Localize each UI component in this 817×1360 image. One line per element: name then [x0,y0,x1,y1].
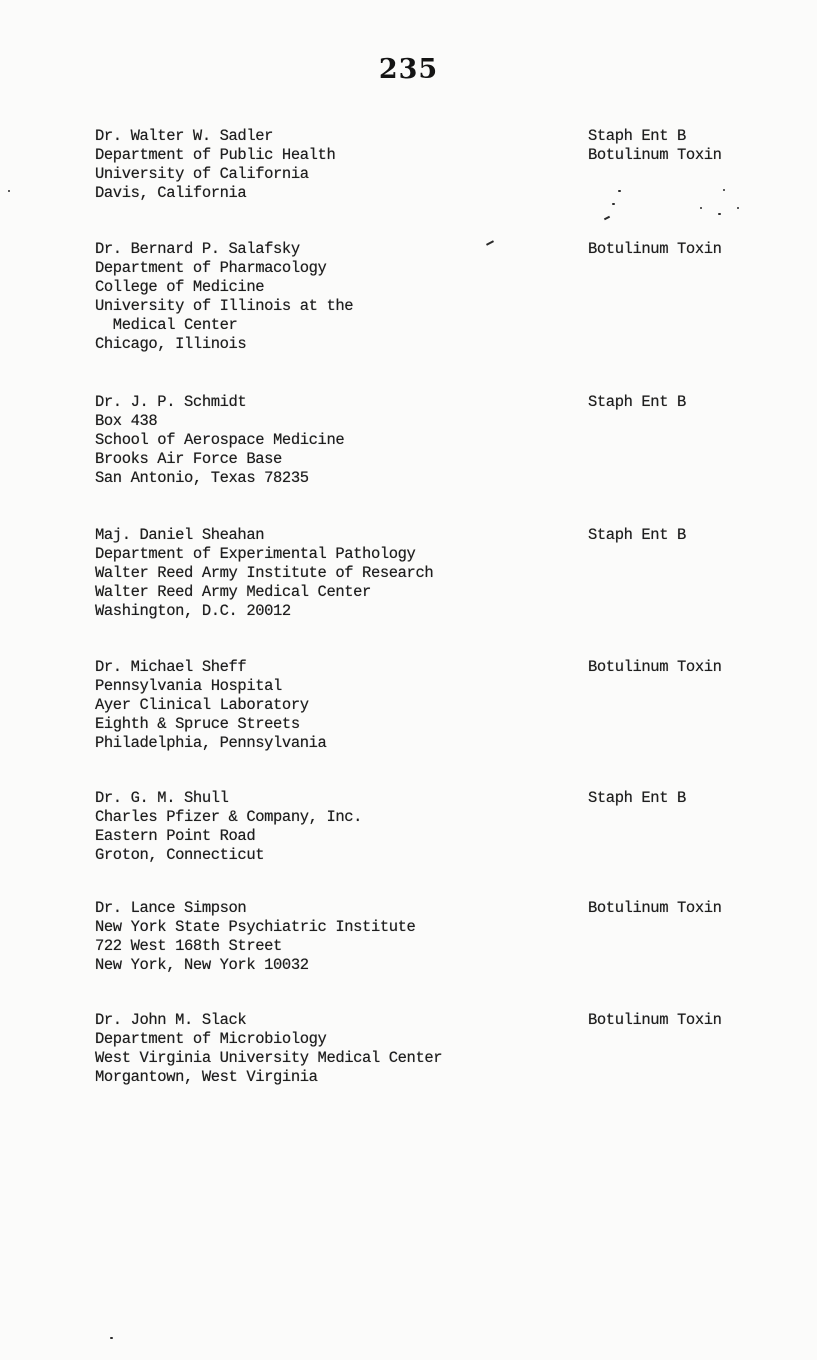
address-line: New York State Psychiatric Institute [95,918,416,936]
scan-speckle [110,1337,113,1339]
designation-block [588,658,722,677]
address-line: Department of Experimental Pathology [95,545,416,563]
address-line: Groton, Connecticut [95,846,265,864]
address-block [95,240,353,354]
address-line: San Antonio, Texas 78235 [95,469,309,487]
address-line: Dr. John M. Slack [95,1011,247,1029]
address-line: Dr. Bernard P. Salafsky [95,240,300,258]
address-block [95,127,335,203]
address-line: Brooks Air Force Base [95,450,282,468]
address-line: Morgantown, West Virginia [95,1068,318,1086]
address-line: College of Medicine [95,278,265,296]
address-line: 722 West 168th Street [95,937,282,955]
address-line: Philadelphia, Pennsylvania [95,734,327,752]
designation-block [588,526,686,545]
address-line: Department of Public Health [95,146,336,164]
address-line: Pennsylvania Hospital [95,677,282,695]
address-line: Eighth & Spruce Streets [95,715,300,733]
scan-speckle [8,190,10,192]
designation-line: Botulinum Toxin [588,146,722,164]
designation-line: Botulinum Toxin [588,240,722,258]
scan-speckle [718,213,721,215]
designation-line: Botulinum Toxin [588,1011,722,1029]
designation-block [588,1011,722,1030]
address-line: Box 438 [95,412,158,430]
address-line: Davis, California [95,184,247,202]
address-line: School of Aerospace Medicine [95,431,345,449]
address-line: Department of Microbiology [95,1030,327,1048]
address-line: Walter Reed Army Institute of Research [95,564,434,582]
address-line: Eastern Point Road [95,827,256,845]
scan-speckle [700,207,702,209]
stray-pen-mark [486,240,494,246]
address-block [95,393,344,488]
scan-speckle [737,207,739,209]
designation-block [588,899,722,918]
address-line: West Virginia University Medical Center [95,1049,443,1067]
address-line: Dr. J. P. Schmidt [95,393,247,411]
designation-block [588,789,686,808]
address-block [95,1011,442,1087]
address-block [95,899,415,975]
scan-speckle [723,189,725,191]
address-line: New York, New York 10032 [95,956,309,974]
designation-block [588,393,686,412]
address-line: Charles Pfizer & Company, Inc. [95,808,363,826]
address-line: Chicago, Illinois [95,335,247,353]
address-line: University of Illinois at the [95,297,354,315]
address-line: Washington, D.C. 20012 [95,602,291,620]
address-line: Walter Reed Army Medical Center [95,583,371,601]
address-line: Dr. G. M. Shull [95,789,229,807]
address-block [95,658,326,753]
designation-line: Staph Ent B [588,526,686,544]
address-line: Ayer Clinical Laboratory [95,696,309,714]
designation-line: Botulinum Toxin [588,899,722,917]
page-number: 235 [378,54,439,85]
designation-line: Staph Ent B [588,789,686,807]
address-block [95,526,433,621]
designation-line: Staph Ent B [588,127,686,145]
designation-line: Botulinum Toxin [588,658,722,676]
address-line: University of California [95,165,309,183]
address-line: Medical Center [95,316,238,334]
scan-speckle [604,216,610,221]
address-block [95,789,362,865]
address-line: Maj. Daniel Sheahan [95,526,265,544]
address-line: Department of Pharmacology [95,259,327,277]
scan-speckle [618,190,621,192]
address-line: Dr. Lance Simpson [95,899,247,917]
address-line: Dr. Walter W. Sadler [95,127,274,145]
designation-line: Staph Ent B [588,393,686,411]
address-line: Dr. Michael Sheff [95,658,247,676]
scan-speckle [612,203,615,205]
designation-block [588,240,722,259]
designation-block [588,127,722,165]
